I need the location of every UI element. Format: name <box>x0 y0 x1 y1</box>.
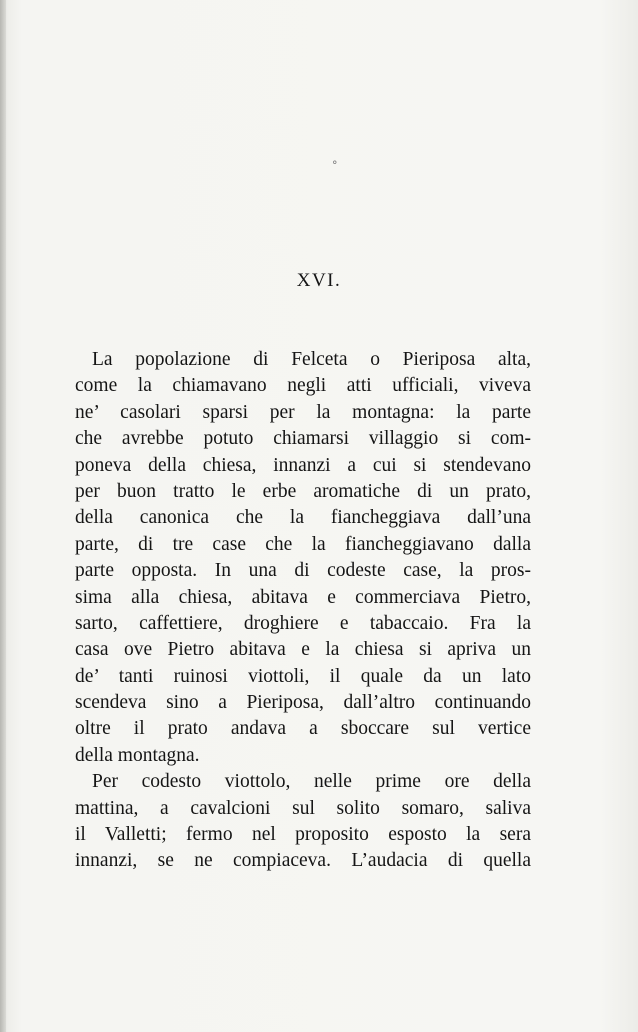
text-line: La popolazione di Felceta o Pieriposa alta, <box>92 349 531 370</box>
text-line: Per codesto viottolo, nelle prime ore della <box>92 771 531 793</box>
text-line: oltre il prato andava a sboccare sul vertice <box>75 718 531 740</box>
text-line: il Valletti; fermo nel proposito esposto la sera <box>75 824 531 846</box>
text-line: poneva della chiesa, innanzi a cui si stendevano <box>75 454 531 476</box>
text-line: scendeva sino a Pieriposa, dall’altro continuando <box>75 692 531 714</box>
page-gutter-shadow <box>0 0 6 1032</box>
chapter-body <box>75 347 531 875</box>
text-line: de’ tanti ruinosi viottoli, il quale da un lato <box>75 665 531 687</box>
text-line: casa ove Pietro abitava e la chiesa si apriva un <box>75 639 531 661</box>
ink-speck-mark: ° <box>332 159 338 172</box>
text-line: sarto, caffettiere, droghiere e tabaccaio. Fra la <box>75 612 531 634</box>
text-line: come la chiamavano negli atti ufficiali, viveva <box>75 375 531 397</box>
text-line: ne’ casolari sparsi per la montagna: la parte <box>75 401 531 423</box>
text-line: che avrebbe potuto chiamarsi villaggio si com- <box>75 428 531 450</box>
text-line: parte opposta. In una di codeste case, la pros- <box>75 560 531 582</box>
paragraph-2 <box>75 769 531 875</box>
text-line: innanzi, se ne compiaceva. L’audacia di quella <box>75 850 531 872</box>
text-line: della canonica che la fiancheggiava dall’una <box>75 507 531 529</box>
text-line: per buon tratto le erbe aromatiche di un prato, <box>75 480 531 502</box>
text-line: parte, di tre case che la fiancheggiavano dalla <box>75 533 531 555</box>
paragraph-1 <box>75 347 531 769</box>
text-line: della montagna. <box>75 744 200 766</box>
chapter-title: XVI. <box>296 270 342 291</box>
text-line: mattina, a cavalcioni sul solito somaro, saliva <box>75 797 531 819</box>
text-line: sima alla chiesa, abitava e commerciava Pietro, <box>75 586 531 608</box>
